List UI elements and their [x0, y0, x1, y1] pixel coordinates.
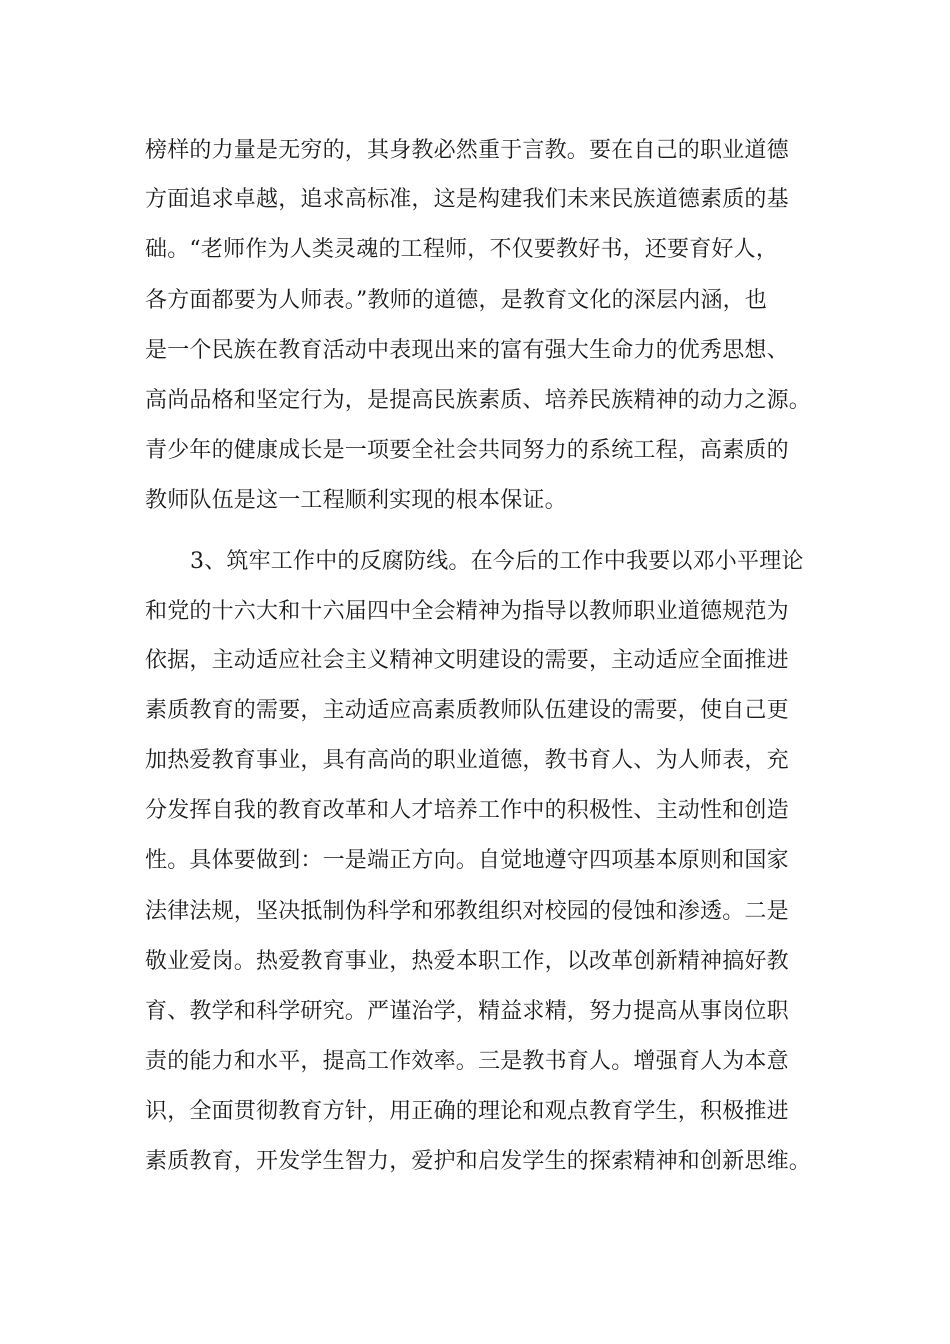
- text-line: 依据，主动适应社会主义精神文明建设的需要，主动适应全面推进: [145, 648, 789, 673]
- text-line: 分发挥自我的教育改革和人才培养工作中的积极性、主动性和创造: [145, 798, 789, 823]
- text-line: 方面追求卓越，追求高标准，这是构建我们未来民族道德素质的基: [145, 187, 789, 212]
- text-line: 各方面都要为人师表。”教师的道德，是教育文化的深层内涵，也: [145, 288, 768, 313]
- text-line: 责的能力和水平，提高工作效率。三是教书育人。增强育人为本意: [145, 1049, 789, 1074]
- text-line: 教师队伍是这一工程顺利实现的根本保证。: [145, 488, 567, 513]
- text-line: 3、筑牢工作中的反腐防线。在今后的工作中我要以邓小平理论: [190, 549, 804, 574]
- text-line: 性。具体要做到：一是端正方向。自觉地遵守四项基本原则和国家: [145, 848, 789, 873]
- text-line: 素质教育的需要，主动适应高素质教师队伍建设的需要，使自己更: [145, 698, 789, 723]
- text-line: 敬业爱岗。热爱教育事业，热爱本职工作，以改革创新精神搞好教: [145, 949, 789, 974]
- text-line: 青少年的健康成长是一项要全社会共同努力的系统工程，高素质的: [145, 438, 789, 463]
- text-line: 育、教学和科学研究。严谨治学，精益求精，努力提高从事岗位职: [145, 999, 789, 1024]
- text-line: 高尚品格和坚定行为，是提高民族素质、培养民族精神的动力之源。: [145, 388, 812, 413]
- text-line: 素质教育，开发学生智力，爱护和启发学生的探索精神和创新思维。: [145, 1149, 812, 1174]
- text-line: 识，全面贯彻教育方针，用正确的理论和观点教育学生，积极推进: [145, 1099, 789, 1124]
- text-line: 榜样的力量是无穷的，其身教必然重于言教。要在自己的职业道德: [145, 138, 789, 163]
- text-line: 和党的十六大和十六届四中全会精神为指导以教师职业道德规范为: [145, 599, 789, 624]
- text-line: 加热爱教育事业，具有高尚的职业道德，教书育人、为人师表，充: [145, 748, 789, 773]
- text-line: 法律法规，坚决抵制伪科学和邪教组织对校园的侵蚀和渗透。二是: [145, 899, 789, 924]
- text-line: 础。“老师作为人类灵魂的工程师，不仅要教好书，还要育好人，: [145, 237, 779, 262]
- text-line: 是一个民族在教育活动中表现出来的富有强大生命力的优秀思想、: [145, 338, 789, 363]
